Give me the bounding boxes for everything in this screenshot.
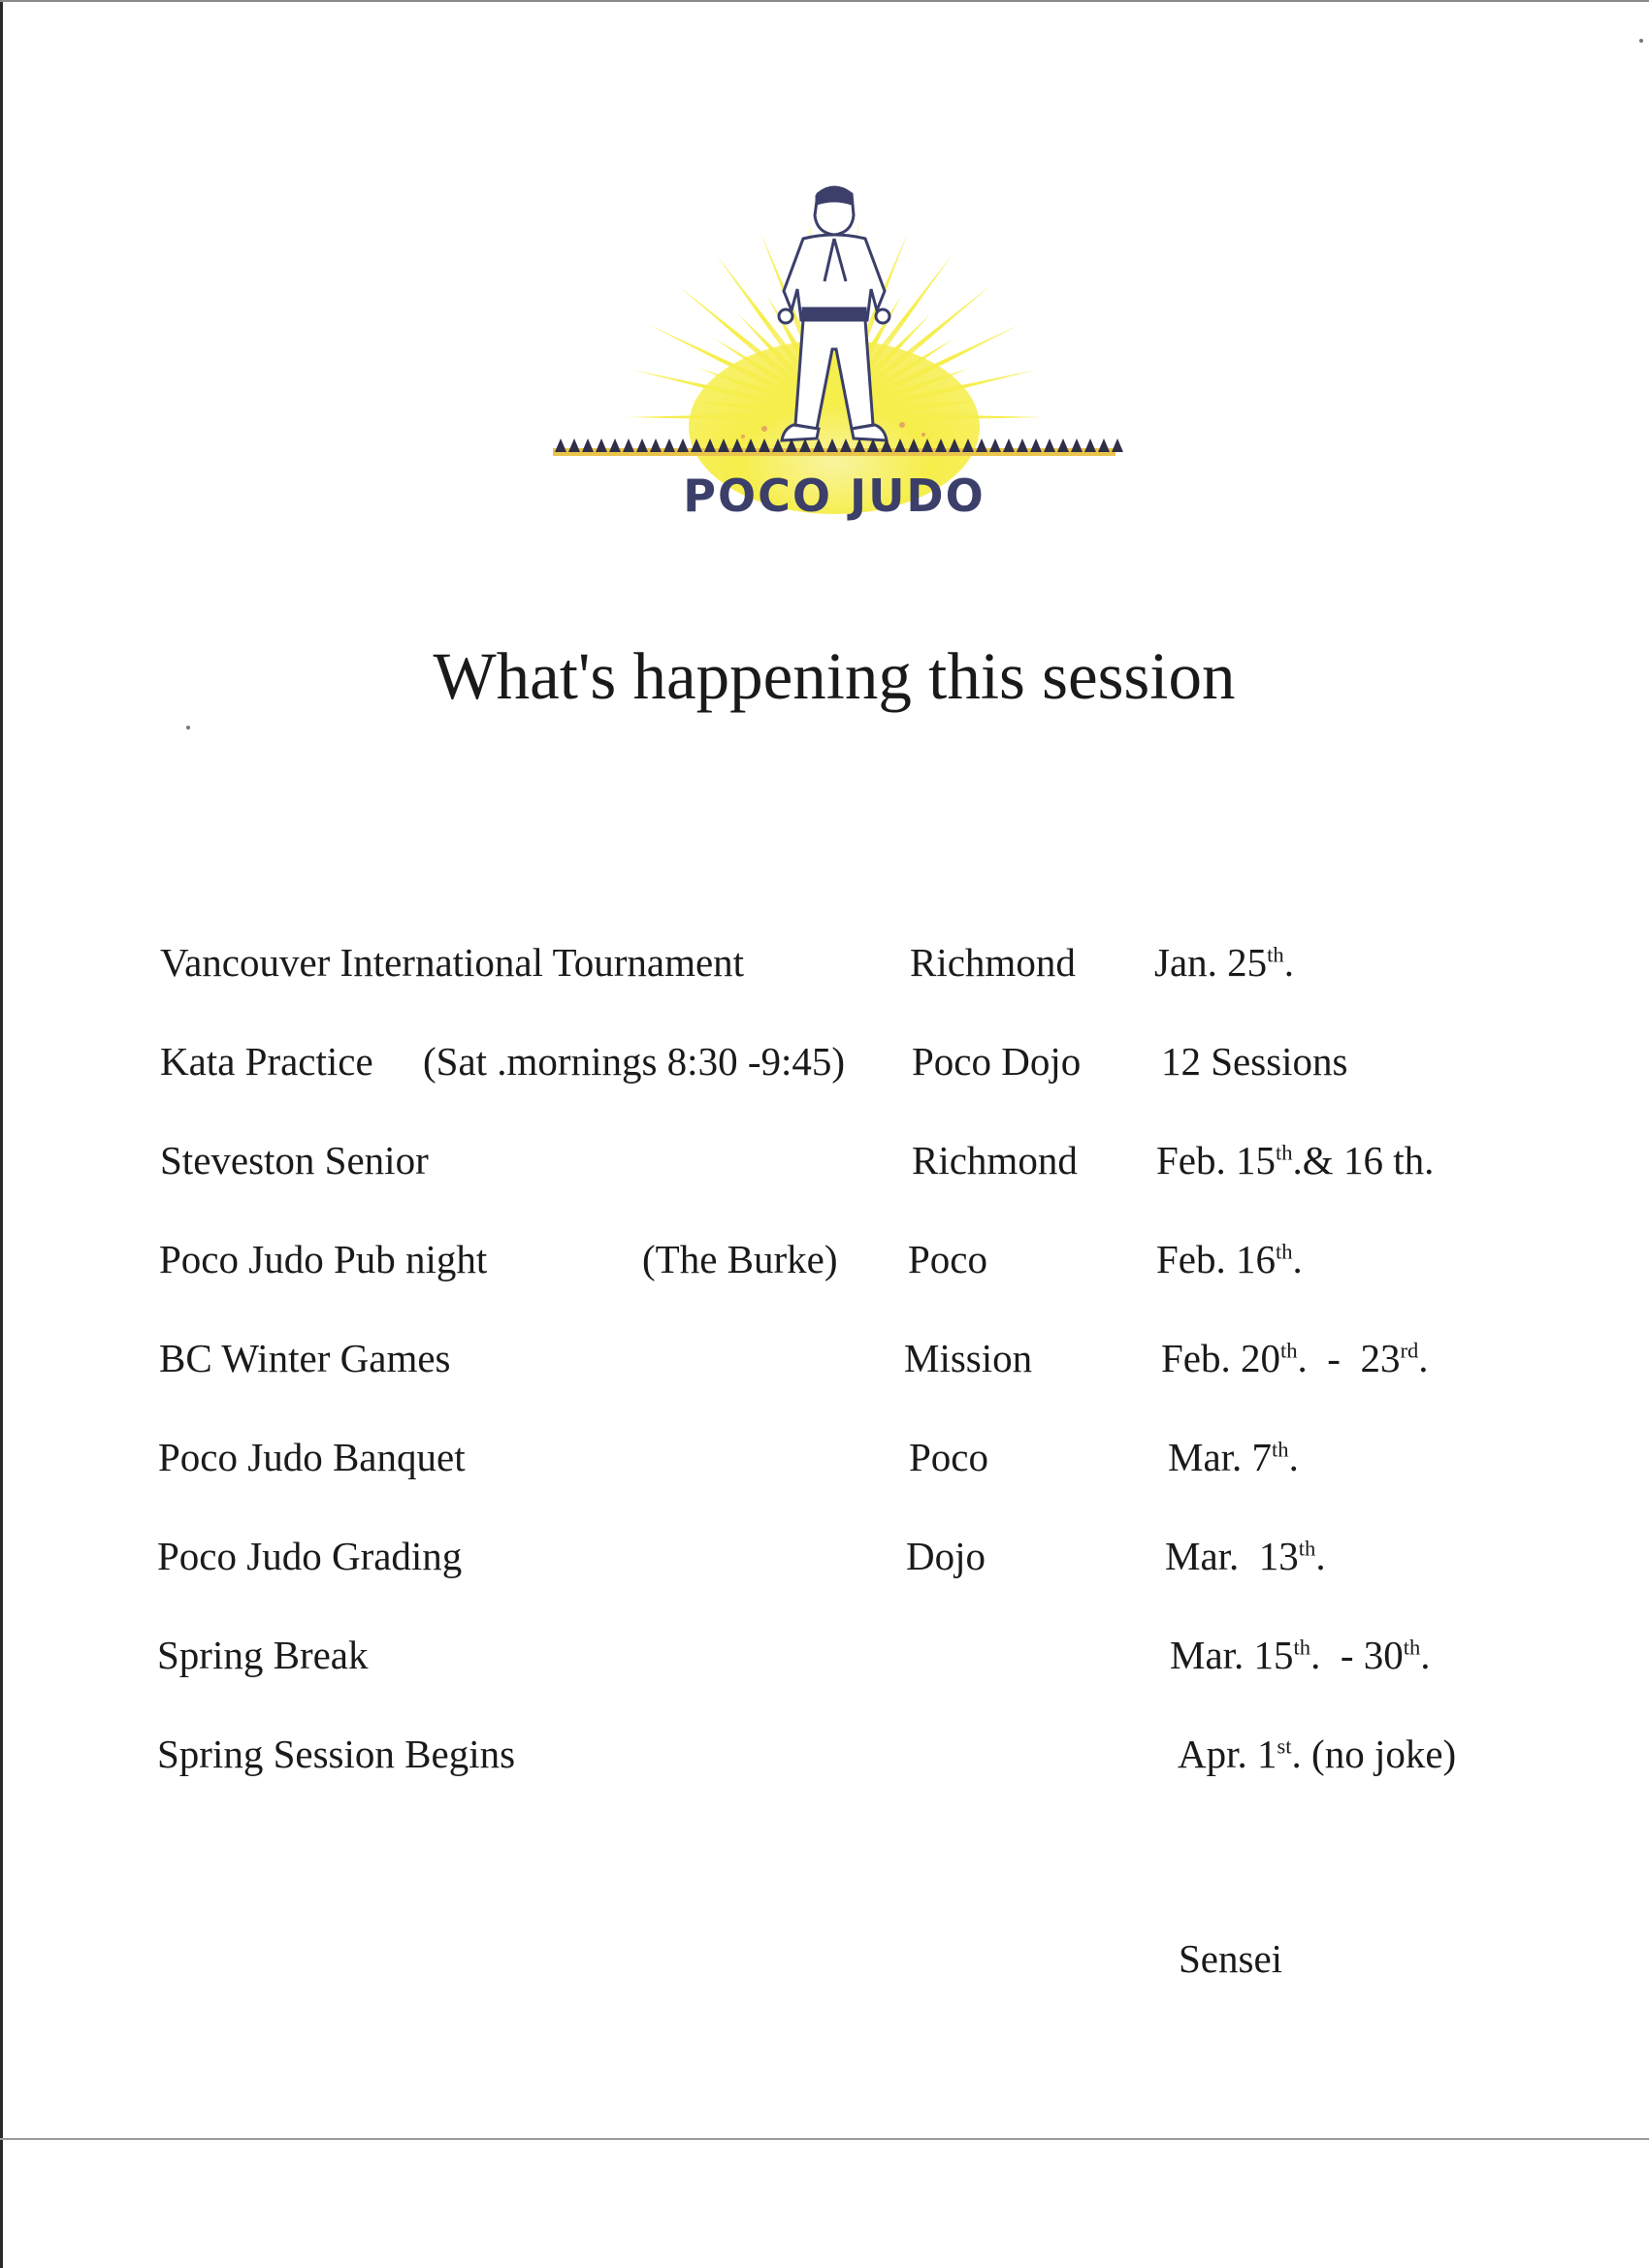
date-main: Feb. 16: [1156, 1237, 1276, 1281]
date-suffix: th: [1276, 1239, 1293, 1264]
date-tail: . (no joke): [1291, 1732, 1457, 1776]
date-main: Jan. 25: [1154, 940, 1268, 985]
event-date: [1161, 1335, 1429, 1381]
event-note: (Sat .mornings 8:30 -9:45): [423, 1039, 846, 1084]
page-title: What's happening this session: [433, 639, 1236, 713]
date-main: Feb. 15: [1156, 1138, 1276, 1183]
event-location: Mission: [904, 1336, 1033, 1380]
date-tail-2: .: [1420, 1633, 1431, 1677]
event-date: [1156, 1236, 1303, 1282]
signature: Sensei: [1179, 1936, 1283, 1981]
date-tail: .: [1288, 1435, 1299, 1479]
date-main: 12 Sessions: [1161, 1039, 1348, 1084]
event-row: [0, 1335, 1649, 1393]
event-name: Spring Break: [157, 1633, 369, 1677]
event-name: Vancouver International Tournament: [160, 940, 745, 985]
event-location: Richmond: [912, 1138, 1078, 1183]
date-suffix: th: [1293, 1635, 1311, 1660]
date-suffix-2: th: [1403, 1635, 1421, 1660]
event-row: [0, 1533, 1649, 1591]
event-name: Poco Judo Pub night: [159, 1237, 488, 1281]
event-location: Richmond: [910, 940, 1076, 985]
event-date: [1178, 1731, 1456, 1777]
date-suffix: th: [1276, 1140, 1293, 1165]
date-main: Mar. 13: [1165, 1534, 1299, 1578]
event-location: Poco: [909, 1435, 988, 1479]
date-main: Mar. 15: [1170, 1633, 1294, 1677]
event-location: Poco Dojo: [912, 1039, 1082, 1084]
event-location: Dojo: [906, 1534, 986, 1578]
date-suffix: th: [1280, 1338, 1298, 1363]
date-tail: .& 16 th.: [1292, 1138, 1435, 1183]
event-date: [1168, 1434, 1299, 1480]
date-main: Apr. 1: [1178, 1732, 1277, 1776]
event-row: [0, 1137, 1649, 1195]
date-main: Feb. 20: [1161, 1336, 1280, 1380]
event-name: Poco Judo Grading: [157, 1534, 463, 1578]
event-name: Steveston Senior: [160, 1138, 429, 1183]
date-tail: . - 23: [1297, 1336, 1401, 1380]
event-row: [0, 1731, 1649, 1789]
event-date: [1161, 1038, 1348, 1085]
date-suffix: st: [1277, 1733, 1292, 1759]
event-row: [0, 1434, 1649, 1492]
event-date: [1170, 1632, 1431, 1678]
date-tail: .: [1315, 1534, 1326, 1578]
event-name: BC Winter Games: [159, 1336, 451, 1380]
date-tail: .: [1292, 1237, 1303, 1281]
event-row: [0, 1632, 1649, 1690]
event-name: Poco Judo Banquet: [158, 1435, 466, 1479]
logo-text: POCO JUDO: [683, 470, 986, 522]
event-name: Kata Practice: [160, 1039, 373, 1084]
event-date: [1154, 939, 1294, 986]
event-date: [1165, 1533, 1326, 1579]
date-main: Mar. 7: [1168, 1435, 1273, 1479]
event-row: [0, 1038, 1649, 1096]
event-location: Poco: [908, 1237, 987, 1281]
date-suffix: th: [1272, 1437, 1289, 1462]
event-row: [0, 939, 1649, 997]
event-date: [1156, 1137, 1434, 1183]
event-row: [0, 1236, 1649, 1294]
date-tail: .: [1283, 940, 1294, 985]
date-suffix: th: [1298, 1536, 1316, 1561]
date-suffix: th: [1267, 942, 1284, 967]
date-tail: . - 30: [1310, 1633, 1404, 1677]
event-note: (The Burke): [642, 1237, 838, 1281]
date-suffix-2: rd: [1400, 1338, 1419, 1363]
date-tail-2: .: [1418, 1336, 1429, 1380]
event-name: Spring Session Begins: [157, 1732, 516, 1776]
